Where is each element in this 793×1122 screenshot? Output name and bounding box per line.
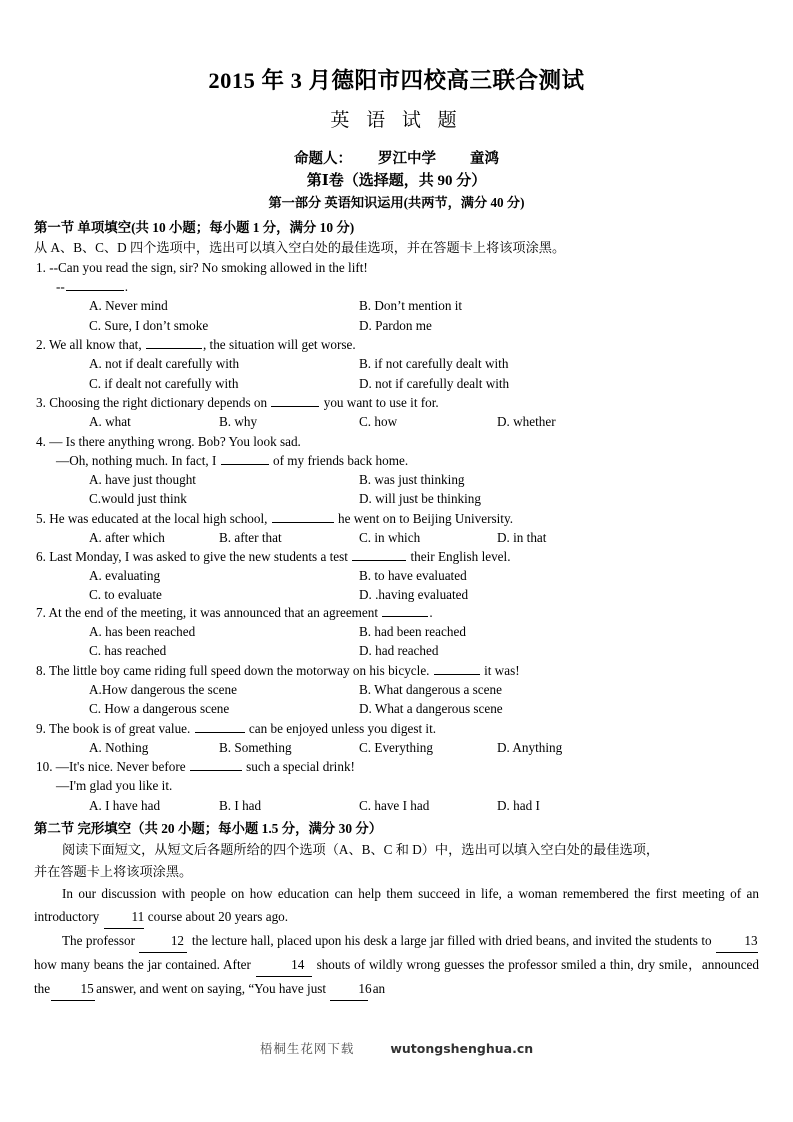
cloze-blank-15[interactable]: 15: [51, 977, 95, 1001]
section2-instruction-line2: 并在答题卡上将该项涂黑。: [34, 863, 193, 879]
passage-text: The professor: [62, 933, 139, 948]
answer-blank[interactable]: [195, 719, 245, 732]
option-d[interactable]: D. not if carefully dealt with: [359, 375, 510, 391]
passage-text: how many beans the jar contained. After: [34, 957, 255, 973]
question-3-options: [34, 412, 759, 431]
question-2-options-row2: [34, 374, 759, 393]
question-4-substem: [34, 451, 759, 470]
question-5-stem: [34, 509, 759, 528]
question-4-options-row1: [34, 470, 759, 489]
passage-text: course about 20 years ago.: [144, 908, 289, 924]
stem-before: We all know that,: [48, 337, 145, 353]
question-number: 1.: [36, 259, 46, 275]
question-4-stem: [34, 432, 759, 451]
option-a[interactable]: A. Never mind: [89, 298, 168, 314]
option-b[interactable]: B. Don’t mention it: [359, 298, 463, 314]
option-d[interactable]: D. .having evaluated: [359, 586, 469, 602]
substem-before: --: [56, 279, 65, 295]
option-a[interactable]: A. after which: [89, 529, 165, 545]
option-a[interactable]: A.How dangerous the scene: [89, 681, 237, 697]
author-label: 命题人：: [294, 150, 352, 167]
option-c[interactable]: C. if dealt not carefully with: [89, 375, 239, 391]
option-b[interactable]: B. if not carefully dealt with: [359, 356, 509, 372]
question-6-options-row2: [34, 585, 759, 603]
question-4-options-row2: [34, 489, 759, 508]
question-7-options-row1: [34, 622, 759, 641]
option-c[interactable]: C. have I had: [359, 797, 430, 813]
stem-after: , the situation will get worse.: [202, 337, 356, 353]
question-10-options: [34, 796, 759, 815]
option-b[interactable]: B. to have evaluated: [359, 568, 467, 584]
author-school: 罗江中学: [378, 150, 436, 167]
answer-blank[interactable]: [221, 452, 269, 465]
option-b[interactable]: B. was just thinking: [359, 472, 465, 488]
answer-blank[interactable]: [190, 758, 242, 771]
option-c[interactable]: C. how: [359, 414, 398, 430]
cloze-blank-14[interactable]: 14: [256, 953, 312, 977]
question-7-stem: [34, 603, 759, 622]
section-part-heading: 第一部分 英语知识运用(共两节，满分 40 分): [268, 195, 525, 211]
section1-instruction: 从 A、B、C、D 四个选项中，选出可以填入空白处的最佳选项，并在答题卡上将该项涂黑。: [34, 239, 566, 255]
answer-blank[interactable]: [352, 548, 406, 561]
question-number: 3.: [36, 394, 46, 410]
option-b[interactable]: B. after that: [219, 529, 282, 545]
question-1-substem: [34, 277, 759, 296]
question-8-options-row1: [34, 680, 759, 699]
question-8-options-row2: [34, 699, 759, 718]
stem-before: The little boy came riding full speed down the motorway on his bicycle.: [48, 662, 433, 678]
substem-after: of my friends back home.: [269, 452, 409, 468]
stem-before: The book is of great value.: [48, 720, 194, 736]
question-number: 4.: [36, 433, 46, 449]
stem-after: can be enjoyed unless you digest it.: [245, 720, 437, 736]
option-d[interactable]: D. What a dangerous scene: [359, 701, 503, 717]
option-a[interactable]: A. have just thought: [89, 472, 196, 488]
question-6-stem: [34, 547, 759, 566]
question-1-options-row1: [34, 296, 759, 315]
section1-heading: 第一节 单项填空(共 10 小题；每小题 1 分，满分 10 分): [34, 219, 355, 235]
option-d[interactable]: D. will just be thinking: [359, 491, 481, 507]
option-d[interactable]: D. Anything: [497, 739, 563, 755]
substem-before: —Oh, nothing much. In fact, I: [56, 452, 220, 468]
question-10-substem: —I'm glad you like it.: [56, 778, 173, 794]
question-number: 7.: [36, 604, 46, 620]
option-b[interactable]: B. I had: [219, 797, 262, 813]
answer-blank[interactable]: [146, 336, 202, 349]
option-d[interactable]: D. Pardon me: [359, 317, 432, 333]
option-a[interactable]: A. what: [89, 414, 131, 430]
stem-after: .: [429, 604, 433, 620]
question-number: 9.: [36, 720, 46, 736]
question-9-stem: [34, 719, 759, 738]
cloze-passage-paragraph-2: [34, 929, 759, 1001]
question-10-stem: [34, 757, 759, 776]
stem-before: Last Monday, I was asked to give the new students a test: [49, 549, 352, 565]
question-1-options-row2: [34, 316, 759, 335]
option-b[interactable]: B. Something: [219, 739, 292, 755]
cloze-blank-13[interactable]: 13: [716, 929, 758, 953]
stem-before: At the end of the meeting, it was announced that an agreement: [48, 604, 382, 620]
option-a[interactable]: A. Nothing: [89, 739, 149, 755]
footer-site-name: 梧桐生花网下载: [259, 1041, 355, 1056]
question-9-options: [34, 738, 759, 757]
author-line: [34, 134, 759, 170]
passage-text: In our discussion with people on how education can help them succeed in life, a woman remembered the first meeting of an introductory: [34, 885, 759, 924]
substem-after: .: [124, 279, 129, 295]
option-d[interactable]: D. had reached: [359, 643, 439, 659]
paper-part-heading: 第Ⅰ卷（选择题，共 90 分）: [306, 172, 487, 189]
option-c[interactable]: C. in which: [359, 529, 421, 545]
question-1-stem: [34, 258, 759, 277]
option-a[interactable]: A. has been reached: [89, 624, 196, 640]
answer-blank[interactable]: [434, 662, 480, 675]
option-d[interactable]: D. in that: [497, 529, 547, 545]
answer-blank[interactable]: [272, 509, 334, 522]
question-2-stem: [34, 335, 759, 354]
option-c[interactable]: C.would just think: [89, 491, 187, 507]
stem-before: He was educated at the local high school,: [49, 510, 271, 526]
passage-text: answer, and went on saying, “You have just: [96, 981, 330, 997]
stem-after: you want to use it for.: [320, 394, 439, 410]
question-number: 8.: [36, 662, 46, 678]
answer-blank[interactable]: [382, 604, 428, 617]
stem-before: Choosing the right dictionary depends on: [49, 394, 271, 410]
question-number: 2.: [36, 337, 46, 353]
question-number: 6.: [36, 549, 46, 565]
option-b[interactable]: B. why: [219, 414, 258, 430]
question-number: 10.: [36, 759, 53, 775]
option-a[interactable]: A. evaluating: [89, 568, 161, 584]
passage-text: an: [369, 981, 386, 997]
option-a[interactable]: A. I have had: [89, 797, 161, 813]
option-c[interactable]: C. has reached: [89, 643, 167, 659]
question-3-stem: [34, 393, 759, 412]
page-footer: [0, 1039, 793, 1057]
stem-after: he went on to Beijing University.: [334, 510, 513, 526]
author-name: 童鸿: [470, 150, 499, 167]
option-c[interactable]: C. Everything: [359, 739, 433, 755]
stem-text: — Is there anything wrong. Bob? You look sad.: [49, 433, 301, 449]
cloze-blank-11[interactable]: 11: [104, 905, 144, 929]
stem-before: —It's nice. Never before: [55, 759, 189, 775]
option-a[interactable]: A. not if dealt carefully with: [89, 356, 240, 372]
footer-site-url: wutongshenghua.cn: [390, 1041, 534, 1056]
stem-after: their English level.: [407, 549, 511, 565]
stem-after: it was!: [480, 662, 520, 678]
option-b[interactable]: B. had been reached: [359, 624, 466, 640]
option-b[interactable]: B. What dangerous a scene: [359, 681, 502, 697]
option-c[interactable]: C. How a dangerous scene: [89, 701, 230, 717]
option-d[interactable]: D. whether: [497, 414, 556, 430]
answer-blank[interactable]: [66, 278, 124, 291]
question-number: 5.: [36, 510, 46, 526]
section2-heading: 第二节 完形填空（共 20 小题；每小题 1.5 分，满分 30 分）: [34, 820, 383, 836]
cloze-blank-12[interactable]: 12: [139, 929, 187, 953]
option-c[interactable]: C. Sure, I don’t smoke: [89, 317, 209, 333]
stem-after: such a special drink!: [242, 759, 355, 775]
page-title: 2015 年 3 月德阳市四校高三联合测试: [208, 68, 585, 93]
cloze-blank-16[interactable]: 16: [330, 977, 368, 1001]
passage-text: shouts of wildly wrong guesses the professor smiled a thin, dry smile，announced the: [34, 957, 759, 997]
option-d[interactable]: D. had I: [497, 797, 540, 813]
cloze-passage-paragraph-1: [34, 882, 759, 929]
stem-text: --Can you read the sign, sir? No smoking allowed in the lift!: [49, 259, 368, 275]
option-c[interactable]: C. to evaluate: [89, 586, 162, 602]
question-8-stem: [34, 661, 759, 680]
question-2-options-row1: [34, 354, 759, 373]
answer-blank[interactable]: [271, 394, 319, 407]
question-7-options-row2: [34, 641, 759, 660]
question-5-options: [34, 528, 759, 547]
page-subtitle: 英 语 试 题: [330, 110, 463, 132]
section2-instruction-line1: 阅读下面短文，从短文后各题所给的四个选项（A、B、C 和 D）中，选出可以填入空白处的最佳选项，: [62, 842, 660, 858]
question-6-options-row1: [34, 566, 759, 584]
passage-text: the lecture hall, placed upon his desk a large jar filled with dried beans, and invited the students to: [188, 933, 715, 948]
